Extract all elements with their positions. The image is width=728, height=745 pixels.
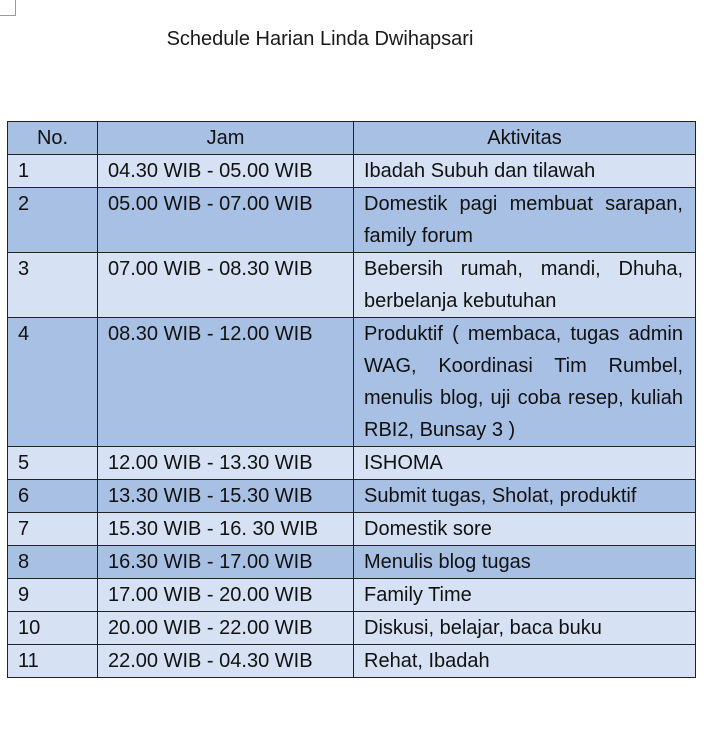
cell-jam: 17.00 WIB - 20.00 WIB: [98, 579, 354, 612]
cell-aktivitas: Diskusi, belajar, baca buku: [354, 612, 696, 645]
cell-aktivitas: Domestik pagi membuat sarapan, family forum: [354, 188, 696, 253]
cell-no: 3: [8, 253, 98, 318]
cell-aktivitas: Submit tugas, Sholat, produktif: [354, 480, 696, 513]
table-header-row: [8, 122, 696, 155]
table-row: [8, 612, 696, 645]
cell-jam: 22.00 WIB - 04.30 WIB: [98, 645, 354, 678]
cell-aktivitas: Family Time: [354, 579, 696, 612]
cell-jam: 15.30 WIB - 16. 30 WIB: [98, 513, 354, 546]
table-row: [8, 579, 696, 612]
cell-jam: 08.30 WIB - 12.00 WIB: [98, 318, 354, 447]
table-row: [8, 318, 696, 447]
cell-jam: 13.30 WIB - 15.30 WIB: [98, 480, 354, 513]
cell-aktivitas: Menulis blog tugas: [354, 546, 696, 579]
cell-aktivitas: Ibadah Subuh dan tilawah: [354, 155, 696, 188]
cell-no: 6: [8, 480, 98, 513]
page-corner-mark: [0, 0, 16, 16]
cell-aktivitas: ISHOMA: [354, 447, 696, 480]
cell-no: 11: [8, 645, 98, 678]
table-row: [8, 447, 696, 480]
cell-aktivitas: Produktif ( membaca, tugas admin WAG, Koordinasi Tim Rumbel, menulis blog, uji coba resep, kuliah RBI2, Bunsay 3 ): [354, 318, 696, 447]
table-row: [8, 546, 696, 579]
table-row: [8, 155, 696, 188]
table-row: [8, 188, 696, 253]
header-no: No.: [8, 122, 98, 155]
cell-aktivitas: Domestik sore: [354, 513, 696, 546]
cell-jam: 07.00 WIB - 08.30 WIB: [98, 253, 354, 318]
cell-aktivitas: Rehat, Ibadah: [354, 645, 696, 678]
cell-no: 5: [8, 447, 98, 480]
cell-jam: 04.30 WIB - 05.00 WIB: [98, 155, 354, 188]
header-jam: Jam: [98, 122, 354, 155]
cell-jam: 05.00 WIB - 07.00 WIB: [98, 188, 354, 253]
cell-no: 8: [8, 546, 98, 579]
cell-no: 4: [8, 318, 98, 447]
cell-no: 2: [8, 188, 98, 253]
header-aktivitas: Aktivitas: [354, 122, 696, 155]
cell-no: 10: [8, 612, 98, 645]
cell-no: 1: [8, 155, 98, 188]
cell-no: 7: [8, 513, 98, 546]
cell-jam: 16.30 WIB - 17.00 WIB: [98, 546, 354, 579]
table-row: [8, 513, 696, 546]
table-row: [8, 645, 696, 678]
table-row: [8, 480, 696, 513]
cell-jam: 20.00 WIB - 22.00 WIB: [98, 612, 354, 645]
table-row: [8, 253, 696, 318]
cell-jam: 12.00 WIB - 13.30 WIB: [98, 447, 354, 480]
cell-no: 9: [8, 579, 98, 612]
schedule-table: [7, 121, 696, 678]
cell-aktivitas: Bebersih rumah, mandi, Dhuha, berbelanja kebutuhan: [354, 253, 696, 318]
document-title: Schedule Harian Linda Dwihapsari: [166, 28, 474, 50]
